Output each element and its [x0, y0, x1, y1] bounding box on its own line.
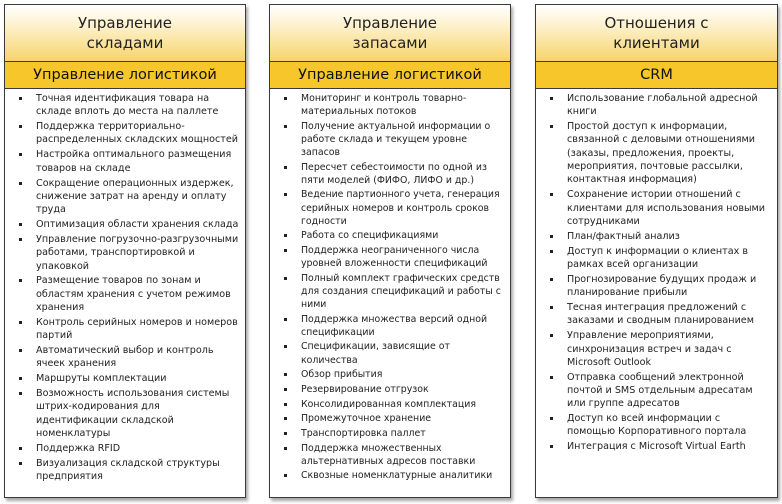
list-item: Визуализация складской структуры предприятия: [17, 457, 239, 484]
column-warehouse-management: [4, 4, 246, 498]
column-subtitle: Управление логистикой: [270, 62, 510, 89]
list-item: Спецификации, зависящие от количества: [282, 340, 504, 366]
column-customer-relations: [535, 4, 778, 498]
list-item: Мониторинг и контроль товарно-материальных потоков: [282, 92, 504, 118]
feature-list: [5, 89, 245, 483]
feature-list: [536, 89, 777, 454]
list-item: Оптимизация области хранения склада: [17, 218, 239, 231]
list-item: Управление погрузочно-разгрузочными работами, транспортировкой и упаковкой: [17, 233, 239, 273]
list-item: Тесная интеграция предложений с заказами и сводным планированием: [548, 301, 771, 328]
list-item: Доступ к информации о клиентах в рамках всей организации: [548, 245, 771, 272]
list-item: Отправка сообщений электронной почтой и SMS отдельным адресатам или группе адресатов: [548, 371, 771, 411]
list-item: Транспортировка паллет: [282, 427, 504, 440]
list-item: Возможность использования системы штрих-кодирования для идентификации складской номенклатуры: [17, 387, 239, 440]
list-item: Сквозные номенклатурные аналитики: [282, 469, 504, 482]
list-item: Автоматический выбор и контроль ячеек хранения: [17, 344, 239, 371]
list-item: Сохранение истории отношений с клиентами для использования новыми сотрудниками: [548, 188, 771, 228]
list-item: Поддержка неограниченного числа уровней вложенности спецификаций: [282, 244, 504, 270]
column-title: [536, 5, 777, 62]
list-item: План/фактный анализ: [548, 230, 771, 243]
list-item: Обзор прибытия: [282, 368, 504, 381]
list-item: Промежуточное хранение: [282, 412, 504, 425]
list-item: Консолидированная комплектация: [282, 398, 504, 411]
list-item: Использование глобальной адресной книги: [548, 92, 771, 119]
list-item: Управление мероприятиями, синхронизация встреч и задач с Microsoft Outlook: [548, 329, 771, 369]
column-title: [270, 5, 510, 62]
list-item: Поддержка множества версий одной спецификации: [282, 313, 504, 339]
column-title-text: Управление запасами: [342, 14, 438, 52]
list-item: Простой доступ к информации, связанной с деловыми отношениями (заказы, предложения, проекты, мероприятия, почтовые рассылки, контактная информация): [548, 120, 771, 186]
list-item: Полный комплект графических средств для создания спецификаций и работы с ними: [282, 272, 504, 311]
list-item: Пересчет себестоимости по одной из пяти моделей (ФИФО, ЛИФО и др.): [282, 161, 504, 187]
column-title-text: Отношения с клиентами: [604, 14, 709, 52]
list-item: Получение актуальной информации о работе склада и текущем уровне запасов: [282, 120, 504, 159]
list-item: Точная идентификация товара на складе вплоть до места на паллете: [17, 92, 239, 119]
list-item: Сокращение операционных издержек, снижение затрат на аренду и оплату труда: [17, 177, 239, 217]
column-inventory-management: [269, 4, 511, 498]
list-item: Прогнозирование будущих продаж и планирование прибыли: [548, 273, 771, 300]
list-item: Резервирование отгрузок: [282, 383, 504, 396]
column-subtitle: CRM: [536, 62, 777, 89]
list-item: Поддержка территориально-распределенных складских мощностей: [17, 120, 239, 147]
list-item: Поддержка RFID: [17, 442, 239, 455]
list-item: Поддержка множественных альтернативных адресов поставки: [282, 442, 504, 468]
list-item: Ведение партионного учета, генерация серийных номеров и контроль сроков годности: [282, 188, 504, 227]
column-subtitle: Управление логистикой: [5, 62, 245, 89]
feature-list: [270, 89, 510, 483]
list-item: Работа со спецификациями: [282, 229, 504, 242]
list-item: Размещение товаров по зонам и областям хранения с учетом режимов хранения: [17, 274, 239, 314]
list-item: Интеграция с Microsoft Virtual Earth: [548, 440, 771, 453]
list-item: Доступ ко всей информации с помощью Корпоративного портала: [548, 412, 771, 439]
column-title-text: Управление складами: [77, 14, 173, 52]
list-item: Настройка оптимального размещения товаров на складе: [17, 148, 239, 175]
column-title: [5, 5, 245, 62]
list-item: Контроль серийных номеров и номеров партий: [17, 316, 239, 343]
list-item: Маршруты комплектации: [17, 372, 239, 385]
